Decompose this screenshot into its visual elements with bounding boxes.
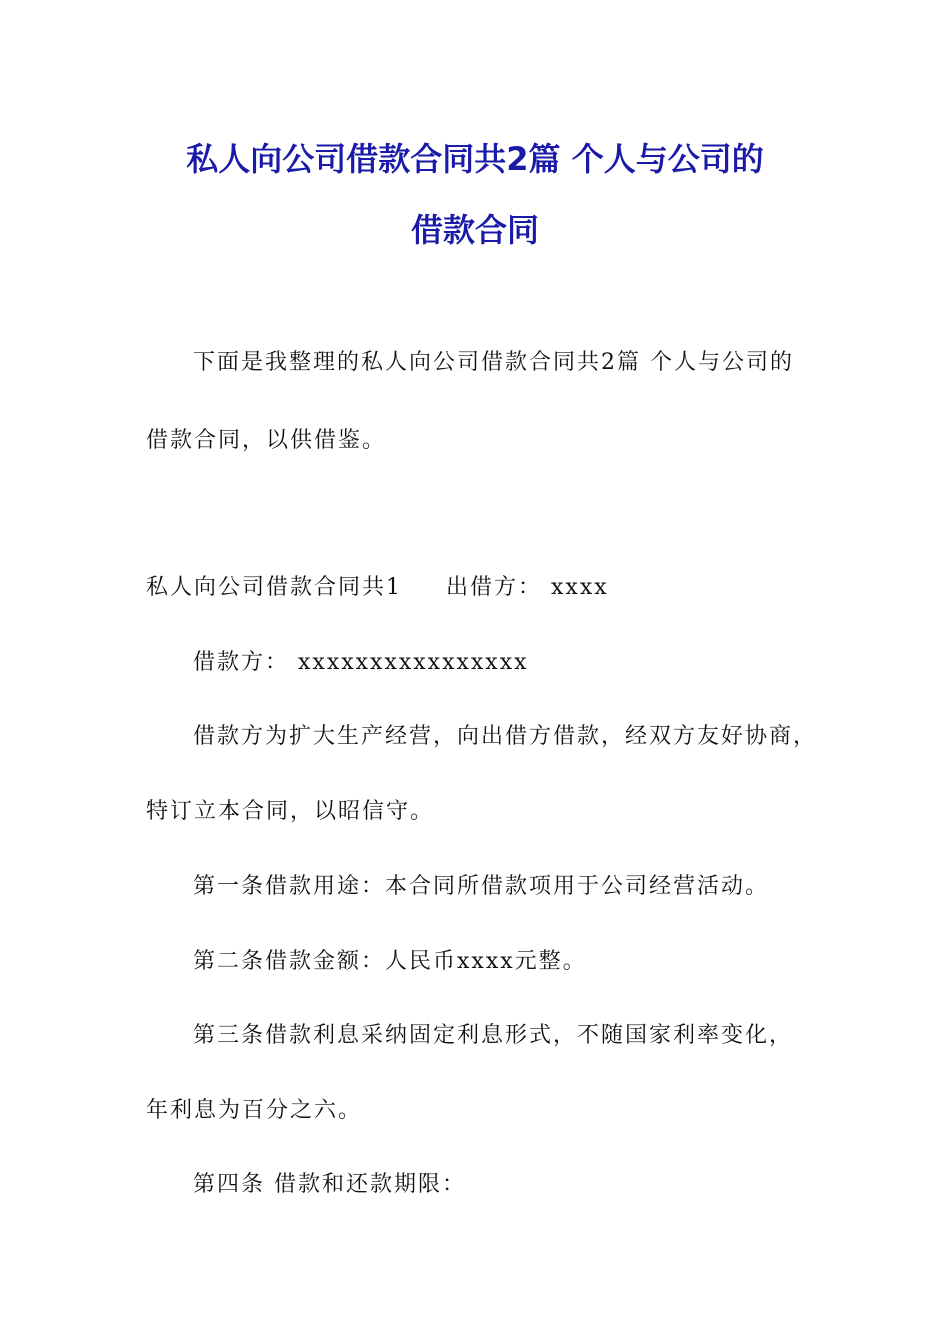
- borrower-value: xxxxxxxxxxxxxxxx: [298, 650, 529, 675]
- borrower-label: 借款方：: [193, 650, 290, 675]
- article-3-line-1: 第三条借款利息采纳固定利息形式，不随国家利率变化，: [193, 1023, 794, 1048]
- intro-line-2: 借款合同，以供借鉴。: [146, 428, 387, 453]
- article-1: 第一条借款用途：本合同所借款项用于公司经营活动。: [193, 874, 770, 899]
- article-3-line-2: 年利息为百分之六。: [146, 1098, 363, 1123]
- intro-line-1: 下面是我整理的私人向公司借款合同共2篇 个人与公司的: [193, 350, 794, 375]
- lender-label: 出借方：: [446, 575, 543, 600]
- article-4: 第四条 借款和还款期限：: [193, 1172, 466, 1197]
- section-heading: 私人向公司借款合同共1: [146, 575, 402, 600]
- paragraph-1-line-2: 特订立本合同，以昭信守。: [146, 799, 435, 824]
- lender-value: xxxx: [551, 575, 609, 600]
- document-title-line-2: 借款合同: [410, 211, 539, 249]
- paragraph-1-line-1: 借款方为扩大生产经营，向出借方借款，经双方友好协商，: [193, 724, 818, 749]
- article-2: 第二条借款金额：人民币xxxx元整。: [193, 949, 587, 974]
- contract-party-line: [146, 570, 609, 601]
- document-title-line-1: 私人向公司借款合同共2篇 个人与公司的: [186, 140, 764, 178]
- borrower-line: [193, 645, 529, 676]
